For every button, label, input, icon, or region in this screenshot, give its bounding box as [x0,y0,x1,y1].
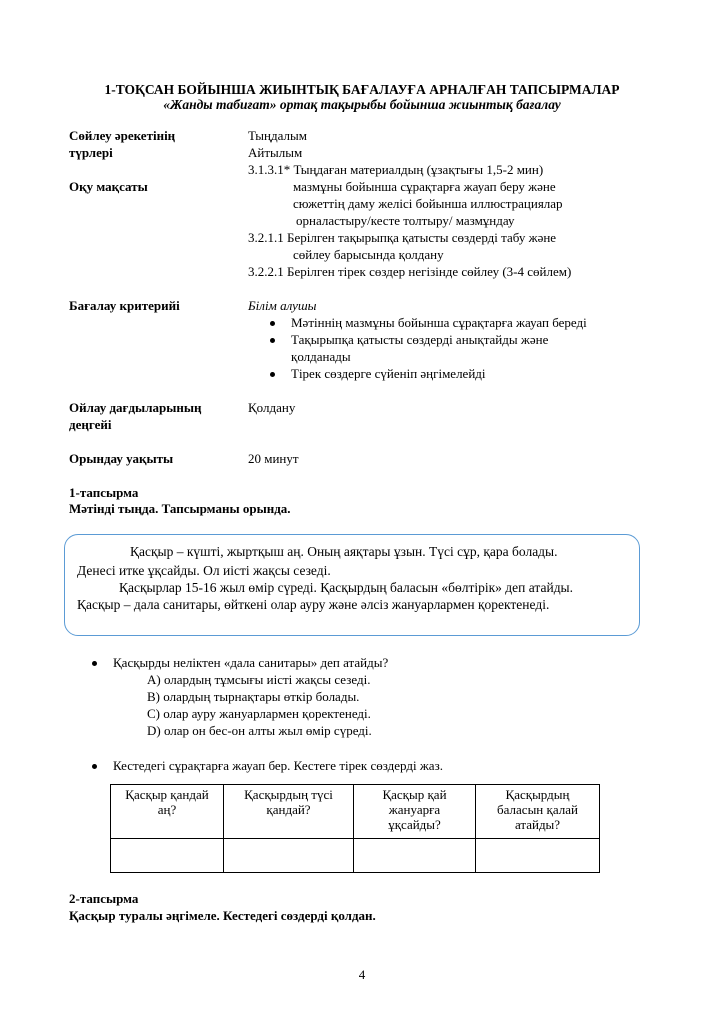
learning-goal-label: Оқу мақсаты [69,179,148,194]
table-header-cell: Қасқырдың түсі қандай? [224,785,354,839]
task-2-instruction: Қасқыр туралы әңгімеле. Кестедегі сөздерді қолдан. [69,908,376,923]
time-label: Орындау уақыты [69,451,174,466]
speech-types-label: Сөйлеу әрекетінің [69,128,176,143]
answer-option-b: В) олардың тырнақтары өткір болады. [147,689,360,704]
goal-1-line-1: 3.1.3.1* Тыңдаған материалдың (ұзақтығы 1,5-2 мин) [248,162,544,177]
speech-types-label-cont: түрлері [69,145,113,160]
task-1-instruction: Мәтінді тыңда. Тапсырманы орында. [69,501,291,516]
bullet-icon [270,321,275,326]
criteria-item-2: Тақырыпқа қатысты сөздерді анықтайды және [291,332,549,347]
text-line-4: Қасқыр – дала санитары, өйткені олар ауру және әлсіз жануарлармен қоректенеді. [77,597,550,612]
task-2-heading: 2-тапсырма [69,891,139,906]
page-number: 4 [358,967,366,982]
goal-2-line-1: 3.2.1.1 Берілген тақырыпқа қатысты сөздерді табу және [248,230,557,245]
criteria-intro: Білім алушы [248,298,317,313]
speech-type-speaking: Айтылым [248,145,303,160]
question-text: Қасқырды неліктен «дала санитары» деп атайды? [113,655,389,670]
bullet-icon [270,372,275,377]
goal-1-line-2: мазмұны бойынша сұрақтарға жауап беру және [293,179,556,194]
thinking-level-label: Ойлау дағдыларының [69,400,202,415]
thinking-level-value: Қолдану [248,400,296,415]
task-1-heading: 1-тапсырма [69,485,139,500]
answer-option-d: D) олар он бес-он алты жыл өмір сүреді. [147,723,372,738]
criteria-item-3: Тірек сөздерге сүйеніп әңгімелейді [291,366,486,381]
text-line-1: Қасқыр – күшті, жыртқыш аң. Оның аяқтары ұзын. Түсі сұр, қара болады. [130,544,558,559]
table-header-cell: Қасқырдың баласын қалай атайды? [476,785,600,839]
goal-1-line-4: орналастыру/кесте толтыру/ мазмұндау [296,213,515,228]
table-instruction: Кестедегі сұрақтарға жауап бер. Кестеге тірек сөздерді жаз. [113,758,443,773]
answer-cell[interactable] [476,839,600,873]
table-header-cell: Қасқыр қай жануарға ұқсайды? [354,785,476,839]
criteria-item-2-cont: қолданады [291,349,351,364]
text-line-3: Қасқырлар 15-16 жыл өмір сүреді. Қасқырдың баласын «бөлтірік» деп атайды. [119,580,574,595]
answer-table [110,784,600,873]
criteria-label: Бағалау критерийі [69,298,180,313]
answer-cell[interactable] [354,839,476,873]
page-title: 1-ТОҚСАН БОЙЫНША ЖИЫНТЫҚ БАҒАЛАУҒА АРНАЛҒАН ТАПСЫРМАЛАР [104,82,620,97]
goal-1-line-3: сюжеттің даму желісі бойынша иллюстрациялар [293,196,563,211]
goal-3-line-1: 3.2.2.1 Берілген тірек сөздер негізінде сөйлеу (3-4 сөйлем) [248,264,572,279]
answer-option-a: А) олардың тұмсығы иісті жақсы сезеді. [147,672,371,687]
table-header-cell: Қасқыр қандай аң? [111,785,224,839]
bullet-icon [270,338,275,343]
speech-type-listening: Тыңдалым [248,128,307,143]
thinking-level-label-cont: деңгейі [69,417,112,432]
text-line-2: Денесі итке ұқсайды. Ол иісті жақсы сезеді. [77,563,331,578]
answer-option-c: С) олар ауру жануарлармен қоректенеді. [147,706,371,721]
time-value: 20 минут [248,451,299,466]
criteria-item-1: Мәтіннің мазмұны бойынша сұрақтарға жауап береді [291,315,587,330]
bullet-icon [92,661,97,666]
answer-cell[interactable] [111,839,224,873]
answer-cell[interactable] [224,839,354,873]
bullet-icon [92,764,97,769]
goal-2-line-2: сөйлеу барысында қолдану [293,247,444,262]
page-subtitle: «Жанды табиғат» ортақ тақырыбы бойынша жиынтық бағалау [163,97,561,112]
